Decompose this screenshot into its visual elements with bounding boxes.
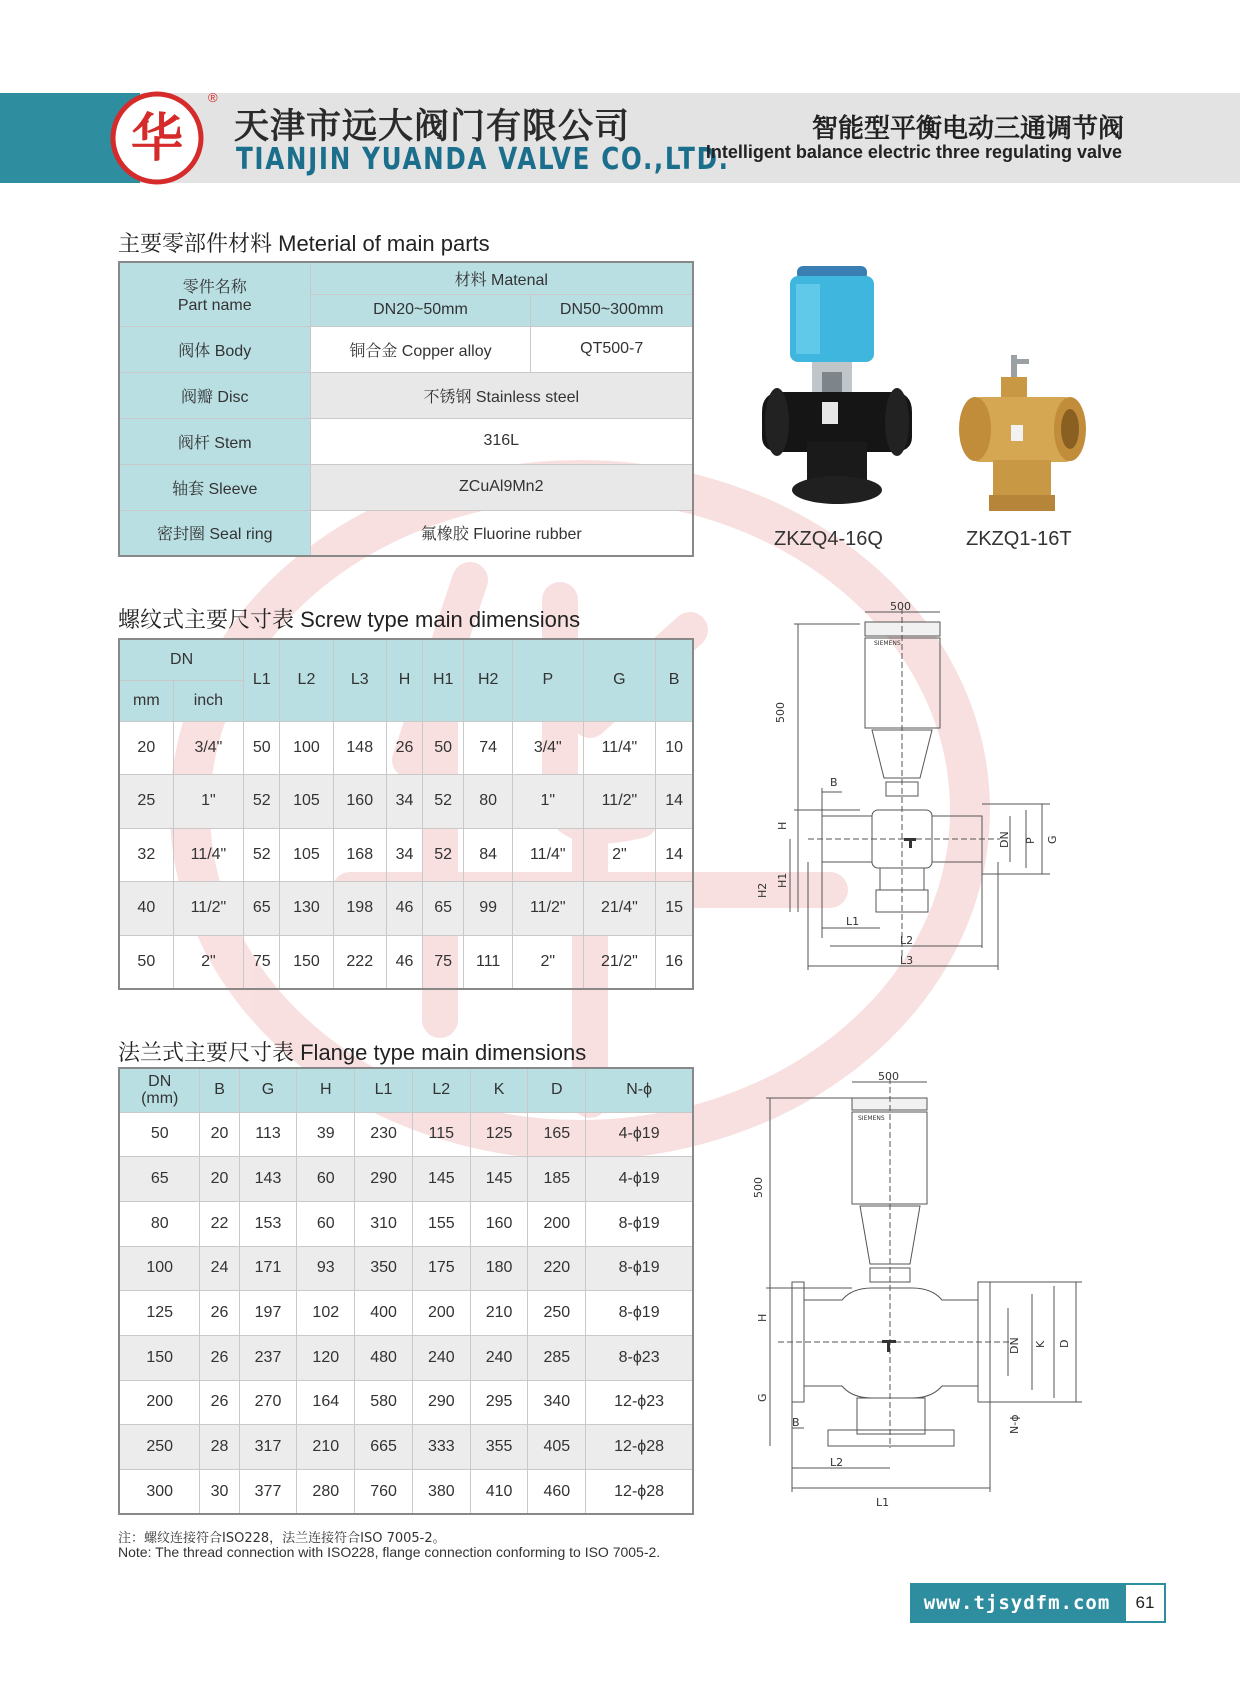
- table-cell: 198: [333, 882, 386, 936]
- table-cell: 237: [239, 1335, 297, 1380]
- table-cell: 115: [412, 1112, 470, 1157]
- flange-dimensions-table: [118, 1067, 694, 1515]
- table-cell: 8-ϕ23: [586, 1335, 693, 1380]
- table-cell: 4-ϕ19: [586, 1112, 693, 1157]
- table-cell: 480: [355, 1335, 413, 1380]
- materials-table: [118, 261, 694, 557]
- part-cell: 阀体 Body: [119, 326, 310, 372]
- table-cell: 295: [470, 1380, 528, 1425]
- drawing1-height-label: 500: [774, 702, 787, 723]
- table-cell: 26: [200, 1291, 239, 1336]
- drawing2-label-k: K: [1034, 1340, 1047, 1348]
- part-name-header-cn: 零件名称: [182, 278, 247, 296]
- materials-title: 主要零部件材料 Meterial of main parts: [118, 231, 490, 256]
- dn-header-label: DN: [148, 1073, 172, 1091]
- table-cell: 11/4": [513, 828, 583, 882]
- table-cell: 21/4": [583, 882, 656, 936]
- table-cell: 80: [464, 775, 513, 829]
- table-cell: 75: [423, 935, 464, 989]
- table-cell: 10: [656, 721, 693, 775]
- table-cell: 40: [119, 882, 173, 936]
- product-title-cn: 智能型平衡电动三通调节阀: [811, 114, 1124, 144]
- table-cell: 210: [297, 1425, 355, 1470]
- drawing2-height-label: 500: [752, 1177, 765, 1198]
- table-cell: 15: [656, 882, 693, 936]
- table-cell: 150: [280, 935, 333, 989]
- company-name-cn: 天津市远大阀门有限公司: [234, 107, 631, 147]
- table-cell: 160: [470, 1201, 528, 1246]
- drawing1-brand: SIEMENS: [874, 640, 901, 647]
- table-cell: 2": [583, 828, 656, 882]
- part-cell: 阀瓣 Disc: [119, 372, 310, 418]
- col-header: L1: [355, 1068, 413, 1112]
- drawing1-label-l1: L1: [846, 915, 860, 928]
- material-cell: QT500-7: [531, 326, 693, 372]
- table-cell: 11/2": [583, 775, 656, 829]
- table-cell: 200: [412, 1291, 470, 1336]
- table-cell: 280: [297, 1470, 355, 1515]
- table-row: [119, 418, 693, 464]
- table-cell: 160: [333, 775, 386, 829]
- table-cell: 220: [528, 1246, 586, 1291]
- table-cell: 22: [200, 1201, 239, 1246]
- table-cell: 52: [244, 775, 280, 829]
- drawing2-brand: SIEMENS: [858, 1115, 885, 1122]
- model-caption-1: ZKZQ4-16Q: [774, 528, 883, 550]
- table-cell: 46: [386, 935, 422, 989]
- table-row: [119, 775, 693, 829]
- table-row: [119, 464, 693, 510]
- drawing1-width-label: 500: [890, 600, 911, 613]
- col-header: H: [386, 639, 422, 721]
- part-cell: 轴套 Sleeve: [119, 464, 310, 510]
- table-cell: 377: [239, 1470, 297, 1515]
- table-cell: 11/4": [583, 721, 656, 775]
- table-cell: 290: [412, 1380, 470, 1425]
- drawing2-label-dn: DN: [1008, 1337, 1021, 1354]
- drawing2-label-l2: L2: [830, 1456, 844, 1469]
- drawing1-label-b: B: [830, 776, 838, 789]
- screw-title: 螺纹式主要尺寸表 Screw type main dimensions: [118, 607, 581, 632]
- table-cell: 285: [528, 1335, 586, 1380]
- dn-header: DN: [119, 639, 244, 680]
- table-cell: 2": [513, 935, 583, 989]
- table-cell: 143: [239, 1157, 297, 1202]
- col-header: H1: [423, 639, 464, 721]
- table-cell: 270: [239, 1380, 297, 1425]
- drawing2-label-l1: L1: [876, 1496, 890, 1509]
- table-row: [119, 1201, 693, 1246]
- col-header: L2: [280, 639, 333, 721]
- table-cell: 8-ϕ19: [586, 1291, 693, 1336]
- table-cell: 26: [200, 1335, 239, 1380]
- table-row: [119, 1380, 693, 1425]
- table-cell: 665: [355, 1425, 413, 1470]
- table-cell: 145: [470, 1157, 528, 1202]
- table-row: [119, 828, 693, 882]
- col-header: L2: [412, 1068, 470, 1112]
- company-name-en: TIANJIN YUANDA VALVE CO.,LTD.: [236, 142, 730, 177]
- table-cell: 84: [464, 828, 513, 882]
- table-cell: 355: [470, 1425, 528, 1470]
- table-cell: 250: [119, 1425, 200, 1470]
- material-cell: 氟橡胶 Fluorine rubber: [310, 510, 693, 556]
- table-cell: 113: [239, 1112, 297, 1157]
- table-cell: 12-ϕ28: [586, 1470, 693, 1515]
- drawing1-label-h1: H1: [776, 872, 789, 888]
- table-cell: 290: [355, 1157, 413, 1202]
- table-cell: 12-ϕ28: [586, 1425, 693, 1470]
- part-name-header-en: Part name: [177, 296, 252, 314]
- table-cell: 240: [470, 1335, 528, 1380]
- table-cell: 230: [355, 1112, 413, 1157]
- table-cell: 105: [280, 828, 333, 882]
- table-cell: 310: [355, 1201, 413, 1246]
- table-cell: 16: [656, 935, 693, 989]
- material-cell: 不锈钢 Stainless steel: [310, 372, 693, 418]
- table-cell: 34: [386, 828, 422, 882]
- table-cell: 99: [464, 882, 513, 936]
- drawing1-label-p: P: [1024, 837, 1037, 844]
- table-cell: 50: [119, 935, 173, 989]
- table-cell: 1": [173, 775, 243, 829]
- table-cell: 26: [386, 721, 422, 775]
- company-logo-icon: [103, 93, 211, 183]
- drawing2-width-label: 500: [878, 1070, 899, 1083]
- material-cell: ZCuAl9Mn2: [310, 464, 693, 510]
- note-en: Note: The thread connection with ISO228, flange connection conforming to ISO 7005-2.: [118, 1544, 661, 1560]
- table-cell: 20: [200, 1112, 239, 1157]
- table-cell: 52: [423, 828, 464, 882]
- drawing2-label-g: G: [756, 1393, 769, 1402]
- model-caption-2: ZKZQ1-16T: [966, 528, 1072, 550]
- table-cell: 317: [239, 1425, 297, 1470]
- col-header: G: [583, 639, 656, 721]
- table-cell: 39: [297, 1112, 355, 1157]
- table-cell: 30: [200, 1470, 239, 1515]
- col-header: H: [297, 1068, 355, 1112]
- table-cell: 300: [119, 1470, 200, 1515]
- table-cell: 250: [528, 1291, 586, 1336]
- product-title-en: Intelligent balance electric three regulating valve: [705, 142, 1122, 162]
- col-header: D: [528, 1068, 586, 1112]
- table-cell: 145: [412, 1157, 470, 1202]
- table-cell: 14: [656, 775, 693, 829]
- table-row: [119, 882, 693, 936]
- table-row: [119, 1425, 693, 1470]
- table-cell: 74: [464, 721, 513, 775]
- table-cell: 175: [412, 1246, 470, 1291]
- table-cell: 400: [355, 1291, 413, 1336]
- table-cell: 65: [119, 1157, 200, 1202]
- table-cell: 65: [423, 882, 464, 936]
- table-cell: 50: [423, 721, 464, 775]
- drawing1-label-l3: L3: [900, 954, 914, 967]
- table-cell: 28: [200, 1425, 239, 1470]
- note-cn: 注：螺纹连接符合ISO228，法兰连接符合ISO 7005-2。: [118, 1531, 446, 1546]
- table-cell: 111: [464, 935, 513, 989]
- table-cell: 25: [119, 775, 173, 829]
- table-cell: 8-ϕ19: [586, 1201, 693, 1246]
- table-cell: 200: [119, 1380, 200, 1425]
- page-number: 61: [1124, 1583, 1166, 1623]
- table-cell: 164: [297, 1380, 355, 1425]
- table-cell: 102: [297, 1291, 355, 1336]
- table-row: [119, 1335, 693, 1380]
- table-cell: 52: [244, 828, 280, 882]
- col-header: H2: [464, 639, 513, 721]
- table-cell: 20: [200, 1157, 239, 1202]
- table-cell: 180: [470, 1246, 528, 1291]
- table-cell: 130: [280, 882, 333, 936]
- table-cell: 340: [528, 1380, 586, 1425]
- inch-header: inch: [173, 680, 243, 721]
- table-cell: 65: [244, 882, 280, 936]
- table-cell: 405: [528, 1425, 586, 1470]
- dn-header-unit: (mm): [141, 1090, 179, 1108]
- col-header: P: [513, 639, 583, 721]
- table-row: [119, 1157, 693, 1202]
- table-row: [119, 935, 693, 989]
- table-row: [119, 510, 693, 556]
- table-cell: 24: [200, 1246, 239, 1291]
- col-header: B: [656, 639, 693, 721]
- table-cell: 20: [119, 721, 173, 775]
- table-cell: 32: [119, 828, 173, 882]
- drawing2-label-h: H: [756, 1313, 769, 1322]
- drawing2-label-n: N-ϕ: [1008, 1414, 1021, 1434]
- valve-photo-zkzq4: [762, 262, 912, 512]
- table-cell: 4-ϕ19: [586, 1157, 693, 1202]
- website-link[interactable]: www.tjsydfm.com: [910, 1583, 1124, 1623]
- table-cell: 2": [173, 935, 243, 989]
- screw-dimensions-table: [118, 638, 694, 990]
- drawing1-label-l2: L2: [900, 934, 914, 947]
- table-cell: 21/2": [583, 935, 656, 989]
- drawing1-label-h: H: [776, 821, 789, 830]
- table-row: [119, 1112, 693, 1157]
- part-name-header: [119, 262, 310, 326]
- mm-header: mm: [119, 680, 173, 721]
- table-cell: 100: [280, 721, 333, 775]
- table-cell: 50: [244, 721, 280, 775]
- table-cell: 210: [470, 1291, 528, 1336]
- col-header: K: [470, 1068, 528, 1112]
- part-cell: 密封圈 Seal ring: [119, 510, 310, 556]
- table-cell: 125: [470, 1112, 528, 1157]
- table-cell: 148: [333, 721, 386, 775]
- col-header: G: [239, 1068, 297, 1112]
- table-cell: 100: [119, 1246, 200, 1291]
- table-row: [119, 372, 693, 418]
- drawing2-label-b: B: [792, 1416, 800, 1429]
- table-cell: 12-ϕ23: [586, 1380, 693, 1425]
- valve-photo-zkzq1: [955, 355, 1090, 515]
- table-cell: 26: [200, 1380, 239, 1425]
- material-header: 材料 Matenal: [310, 262, 693, 294]
- table-cell: 52: [423, 775, 464, 829]
- table-cell: 34: [386, 775, 422, 829]
- table-cell: 222: [333, 935, 386, 989]
- table-cell: 8-ϕ19: [586, 1246, 693, 1291]
- table-cell: 14: [656, 828, 693, 882]
- table-cell: 760: [355, 1470, 413, 1515]
- drawing1-label-g: G: [1046, 835, 1059, 844]
- table-cell: 50: [119, 1112, 200, 1157]
- table-cell: 240: [412, 1335, 470, 1380]
- table-cell: 350: [355, 1246, 413, 1291]
- table-cell: 125: [119, 1291, 200, 1336]
- table-cell: 185: [528, 1157, 586, 1202]
- table-cell: 75: [244, 935, 280, 989]
- flange-valve-drawing: [752, 1068, 1112, 1508]
- table-cell: 333: [412, 1425, 470, 1470]
- logo-char: 华: [130, 109, 184, 169]
- table-cell: 3/4": [173, 721, 243, 775]
- table-cell: 1": [513, 775, 583, 829]
- drawing1-label-dn: DN: [998, 831, 1011, 848]
- dn-large-header: DN50~300mm: [531, 294, 693, 326]
- table-cell: 11/4": [173, 828, 243, 882]
- dn-header: [119, 1068, 200, 1112]
- table-cell: 410: [470, 1470, 528, 1515]
- table-cell: 60: [297, 1157, 355, 1202]
- col-header: N-ϕ: [586, 1068, 693, 1112]
- table-cell: 80: [119, 1201, 200, 1246]
- material-cell: 铜合金 Copper alloy: [310, 326, 531, 372]
- table-cell: 105: [280, 775, 333, 829]
- table-row: [119, 1291, 693, 1336]
- table-cell: 197: [239, 1291, 297, 1336]
- table-cell: 153: [239, 1201, 297, 1246]
- table-cell: 11/2": [513, 882, 583, 936]
- col-header: B: [200, 1068, 239, 1112]
- table-cell: 460: [528, 1470, 586, 1515]
- flange-title: 法兰式主要尺寸表 Flange type main dimensions: [118, 1040, 587, 1065]
- table-cell: 200: [528, 1201, 586, 1246]
- table-cell: 11/2": [173, 882, 243, 936]
- part-cell: 阀杆 Stem: [119, 418, 310, 464]
- table-cell: 60: [297, 1201, 355, 1246]
- table-cell: 171: [239, 1246, 297, 1291]
- table-row: [119, 1246, 693, 1291]
- table-cell: 380: [412, 1470, 470, 1515]
- table-cell: 46: [386, 882, 422, 936]
- table-row: [119, 326, 693, 372]
- table-cell: 150: [119, 1335, 200, 1380]
- registered-mark: ®: [208, 90, 218, 105]
- table-row: [119, 721, 693, 775]
- material-cell: 316L: [310, 418, 693, 464]
- table-cell: 3/4": [513, 721, 583, 775]
- table-row: [119, 1470, 693, 1515]
- col-header: L1: [244, 639, 280, 721]
- col-header: L3: [333, 639, 386, 721]
- drawing2-label-d: D: [1058, 1339, 1071, 1348]
- table-cell: 165: [528, 1112, 586, 1157]
- table-cell: 120: [297, 1335, 355, 1380]
- table-cell: 93: [297, 1246, 355, 1291]
- table-cell: 168: [333, 828, 386, 882]
- dn-small-header: DN20~50mm: [310, 294, 531, 326]
- screw-valve-drawing: [756, 598, 1120, 1008]
- drawing1-label-h2: H2: [756, 882, 769, 898]
- table-cell: 155: [412, 1201, 470, 1246]
- table-cell: 580: [355, 1380, 413, 1425]
